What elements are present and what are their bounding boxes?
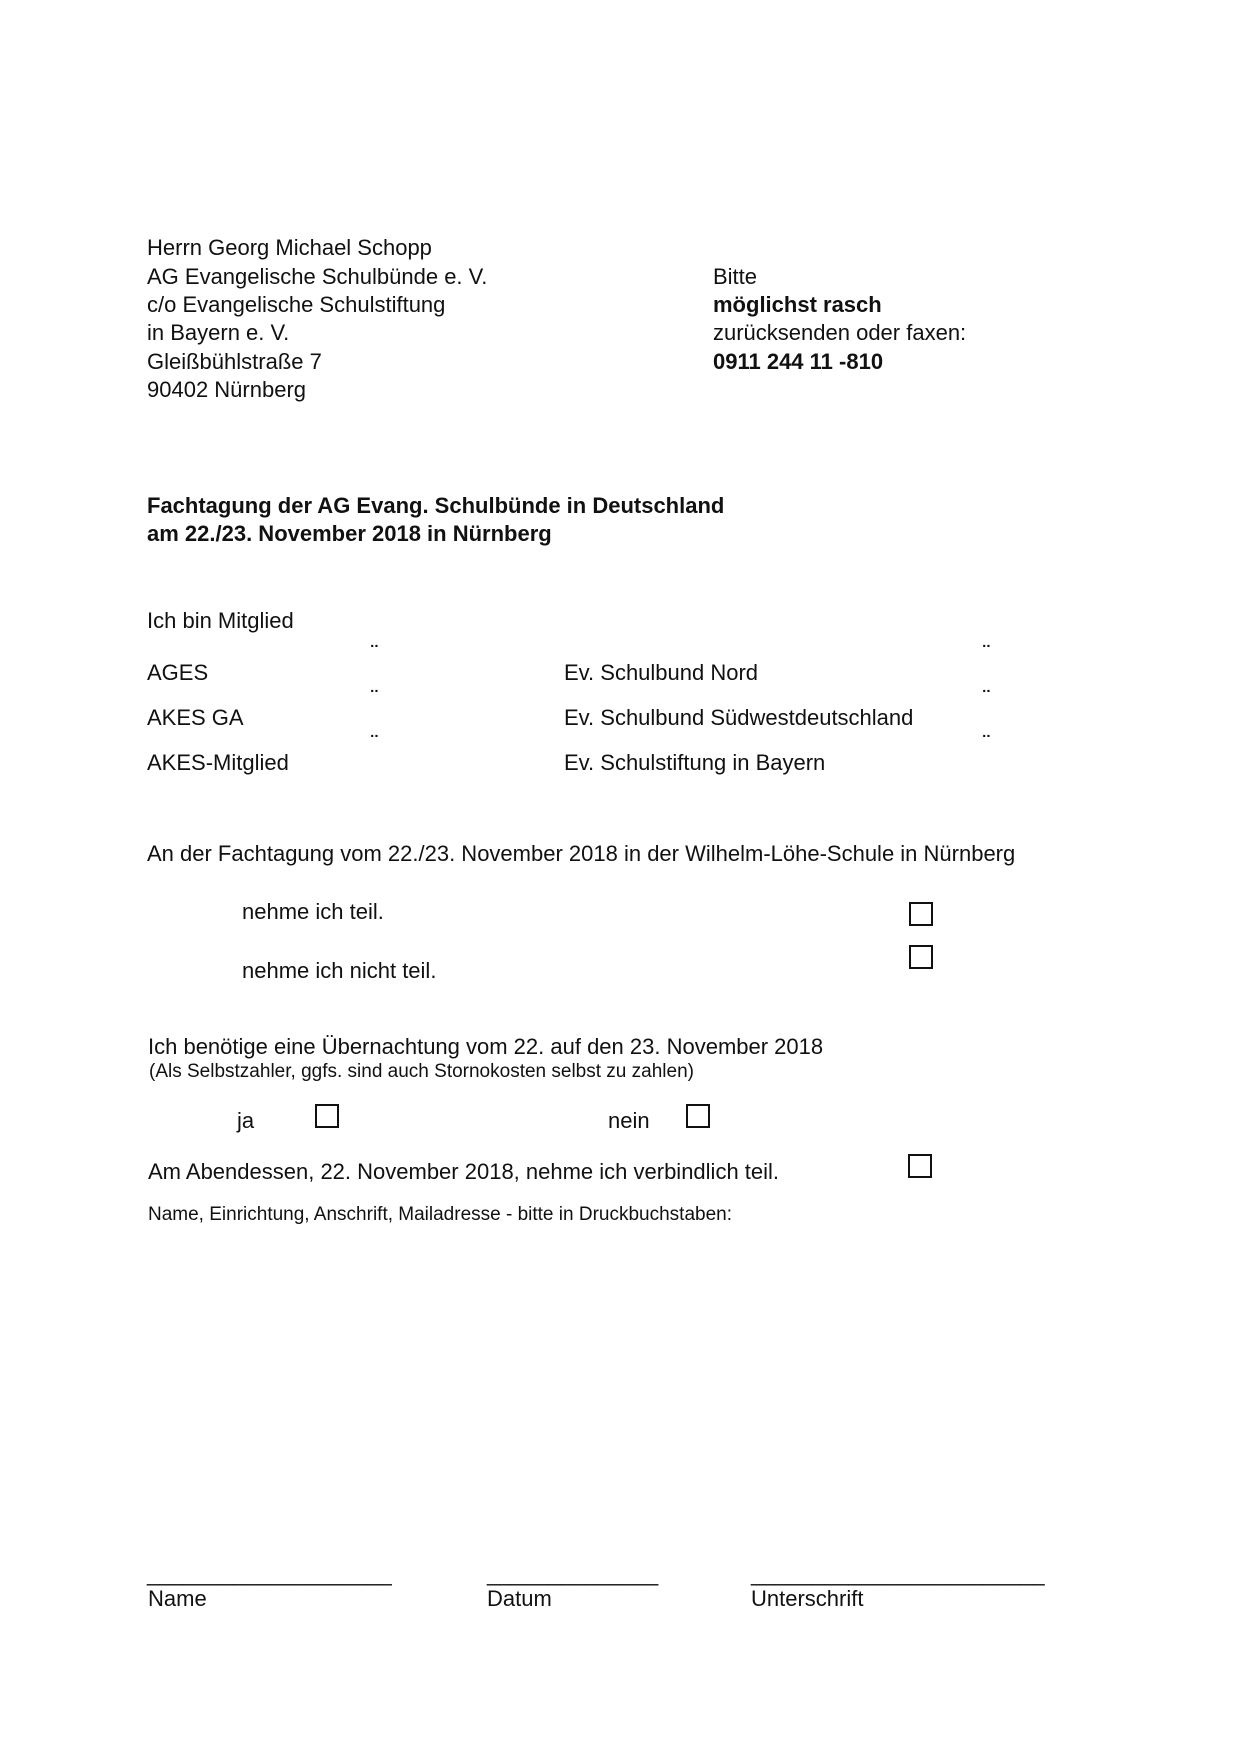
date-label: Datum xyxy=(487,1586,552,1611)
dinner-checkbox[interactable] xyxy=(908,1154,932,1178)
fax-number: 0911 244 11 -810 xyxy=(713,349,884,374)
recipient-city: 90402 Nürnberg xyxy=(147,377,307,402)
overnight-no-checkbox[interactable] xyxy=(686,1104,710,1128)
dinner-statement: Am Abendessen, 22. November 2018, nehme ich verbindlich teil. xyxy=(148,1159,780,1184)
membership-schulstiftung-bayern-label: Ev. Schulstiftung in Bayern xyxy=(564,750,826,775)
membership-ages-label: AGES xyxy=(147,660,209,685)
membership-marker-akes-mitglied[interactable]: ¨ xyxy=(371,732,379,754)
recipient-care-of: c/o Evangelische Schulstiftung xyxy=(147,292,446,317)
participation-intro: An der Fachtagung vom 22./23. November 2018 in der Wilhelm-Löhe-Schule in Nürnberg xyxy=(147,841,1016,866)
signature-line[interactable]: ________________________ xyxy=(751,1561,1045,1586)
document-title: Fachtagung der AG Evang. Schulbünde in Deutschland xyxy=(147,493,725,518)
overnight-yes-label: ja xyxy=(237,1108,255,1133)
signature-label: Unterschrift xyxy=(751,1586,864,1611)
recipient-organization: AG Evangelische Schulbünde e. V. xyxy=(147,264,488,289)
name-signature-line[interactable]: ____________________ xyxy=(147,1561,392,1586)
membership-schulbund-suedwest-label: Ev. Schulbund Südwestdeutschland xyxy=(564,705,914,730)
name-label: Name xyxy=(148,1586,207,1611)
request-urgency: möglichst rasch xyxy=(713,292,882,317)
membership-heading: Ich bin Mitglied xyxy=(147,608,294,633)
membership-marker-ages[interactable]: ¨ xyxy=(371,642,379,664)
membership-marker-schulbund-suedwest[interactable]: ¨ xyxy=(983,687,991,709)
recipient-care-of-2: in Bayern e. V. xyxy=(147,320,290,345)
recipient-street: Gleißbühlstraße 7 xyxy=(147,349,322,374)
document-subtitle: am 22./23. November 2018 in Nürnberg xyxy=(147,521,552,546)
request-return-instruction: zurücksenden oder faxen: xyxy=(713,320,967,345)
overnight-no-label: nein xyxy=(608,1108,650,1133)
membership-schulbund-nord-label: Ev. Schulbund Nord xyxy=(564,660,759,685)
recipient-name: Herrn Georg Michael Schopp xyxy=(147,235,432,260)
membership-akes-mitglied-label: AKES-Mitglied xyxy=(147,750,289,775)
participation-yes-checkbox[interactable] xyxy=(909,902,933,926)
overnight-question: Ich benötige eine Übernachtung vom 22. auf den 23. November 2018 xyxy=(148,1034,824,1059)
participation-yes-label: nehme ich teil. xyxy=(242,899,384,924)
participation-no-checkbox[interactable] xyxy=(909,945,933,969)
overnight-yes-checkbox[interactable] xyxy=(315,1104,339,1128)
membership-marker-akes-ga[interactable]: ¨ xyxy=(371,687,379,709)
membership-marker-schulstiftung-bayern[interactable]: ¨ xyxy=(983,732,991,754)
date-signature-line[interactable]: ______________ xyxy=(487,1561,659,1586)
membership-akes-ga-label: AKES GA xyxy=(147,705,244,730)
request-please: Bitte xyxy=(713,264,758,289)
overnight-note: (Als Selbstzahler, ggfs. sind auch Stornokosten selbst zu zahlen) xyxy=(149,1061,694,1082)
membership-marker-schulbund-nord[interactable]: ¨ xyxy=(983,642,991,664)
participation-no-label: nehme ich nicht teil. xyxy=(242,958,437,983)
contact-hint: Name, Einrichtung, Anschrift, Mailadresse - bitte in Druckbuchstaben: xyxy=(148,1204,732,1225)
